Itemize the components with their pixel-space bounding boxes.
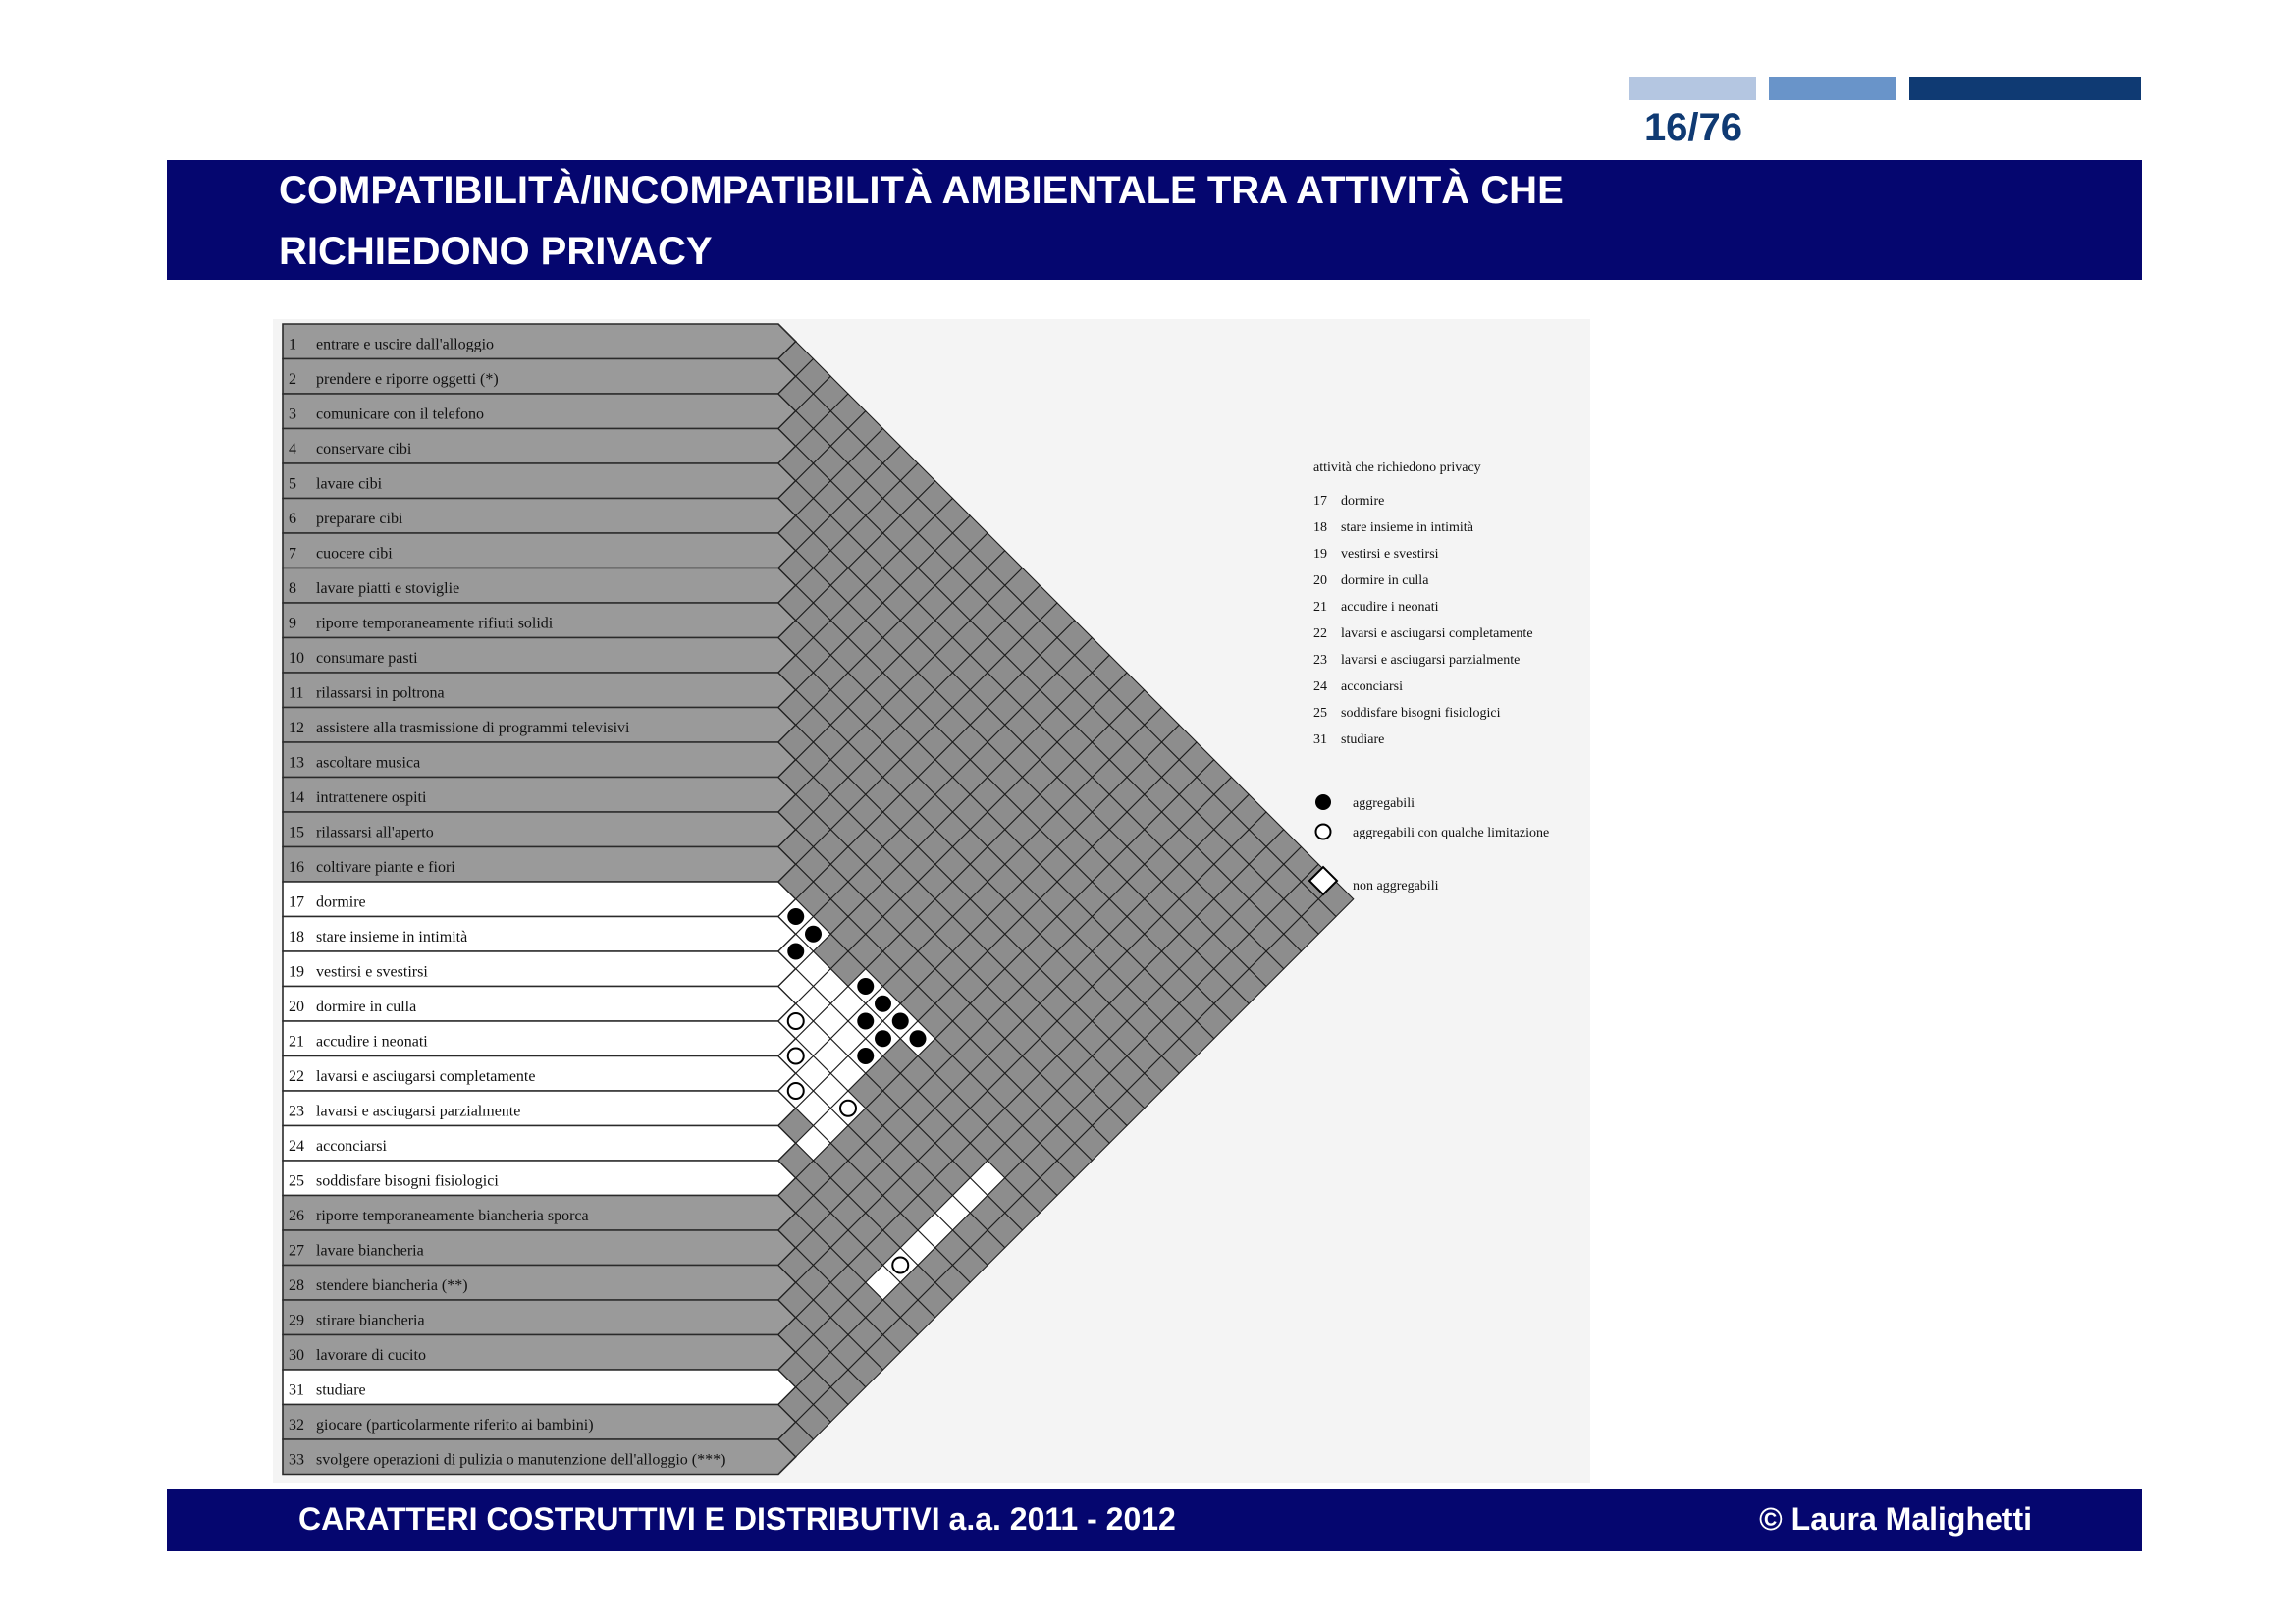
activity-row — [283, 394, 796, 429]
legend-item-label: dormire — [1341, 494, 1385, 509]
activity-label: dormire in culla — [316, 999, 417, 1015]
activity-row — [283, 1230, 796, 1266]
activity-label: vestirsi e svestirsi — [316, 963, 428, 981]
activity-row — [283, 951, 796, 987]
legend-item-number: 17 — [1313, 494, 1327, 509]
activity-label: riporre temporaneamente biancheria sporca — [316, 1208, 589, 1224]
activity-number: 1 — [289, 336, 296, 353]
activity-label: lavare cibi — [316, 475, 383, 493]
activity-label: coltivare piante e fiori — [316, 859, 455, 876]
activity-label: soddisfare bisogni fisiologici — [316, 1172, 499, 1190]
activity-label: rilassarsi all'aperto — [316, 824, 434, 841]
activity-number: 13 — [289, 754, 304, 772]
legend-item-label: accudire i neonati — [1341, 600, 1439, 615]
activity-row — [283, 1196, 796, 1231]
activity-number: 14 — [289, 789, 304, 806]
activity-row — [283, 917, 796, 952]
activity-label: dormire — [316, 893, 366, 911]
activity-label: lavare piatti e stoviglie — [316, 580, 460, 597]
activity-number: 6 — [289, 511, 296, 527]
legend-item-number: 25 — [1313, 706, 1327, 721]
legend-symbol-label: aggregabili — [1353, 796, 1415, 811]
activity-label: consumare pasti — [316, 650, 418, 667]
legend-item-number: 20 — [1313, 573, 1327, 588]
activity-number: 32 — [289, 1417, 304, 1434]
activity-number: 11 — [289, 684, 304, 702]
activity-number: 18 — [289, 929, 304, 946]
activity-row — [283, 533, 796, 568]
compatibility-matrix-figure — [273, 319, 1590, 1483]
activity-rows — [283, 324, 796, 1475]
activity-label: svolgere operazioni di pulizia o manutenzione dell'alloggio (***) — [316, 1451, 726, 1469]
open-circle-icon — [1316, 825, 1331, 839]
progress-bar-medium — [1769, 77, 1896, 100]
activity-row — [283, 847, 796, 883]
activity-row — [283, 429, 796, 464]
legend-item-label: lavarsi e asciugarsi parzialmente — [1341, 653, 1521, 668]
activity-row — [283, 778, 796, 813]
activity-row — [283, 1370, 796, 1405]
activity-row — [283, 673, 796, 708]
activity-number: 24 — [289, 1138, 304, 1155]
limitazione-mark — [788, 1013, 804, 1029]
activity-label: accudire i neonati — [316, 1033, 428, 1051]
activity-row — [283, 603, 796, 638]
activity-label: lavare biancheria — [316, 1242, 424, 1260]
aggregabile-mark — [805, 926, 822, 943]
activity-number: 2 — [289, 371, 296, 388]
legend-title: attività che richiedono privacy — [1313, 460, 1481, 475]
activity-label: preparare cibi — [316, 511, 403, 527]
activity-number: 30 — [289, 1347, 304, 1364]
activity-row — [283, 499, 796, 534]
activity-number: 17 — [289, 893, 304, 911]
activity-number: 29 — [289, 1312, 304, 1329]
aggregabile-mark — [857, 1013, 874, 1030]
activity-number: 22 — [289, 1068, 304, 1085]
activity-number: 7 — [289, 545, 296, 563]
progress-bar-light — [1629, 77, 1756, 100]
activity-label: cuocere cibi — [316, 545, 393, 563]
footer-band — [167, 1489, 2142, 1551]
aggregabile-mark — [875, 996, 891, 1012]
aggregabile-mark — [857, 1048, 874, 1064]
activity-number: 16 — [289, 859, 304, 876]
page-number: 16/76 — [1643, 106, 1743, 149]
activity-number: 4 — [289, 441, 296, 458]
legend-item-label: acconciarsi — [1341, 679, 1403, 694]
activity-label: stirare biancheria — [316, 1312, 425, 1329]
activity-row — [283, 812, 796, 847]
aggregabile-mark — [857, 978, 874, 995]
activity-number: 10 — [289, 650, 304, 667]
activity-label: lavarsi e asciugarsi parzialmente — [316, 1103, 521, 1120]
activity-label: comunicare con il telefono — [316, 406, 485, 423]
activity-label: entrare e uscire dall'alloggio — [316, 336, 495, 353]
activity-number: 27 — [289, 1242, 304, 1260]
activity-number: 8 — [289, 580, 296, 597]
activity-label: studiare — [316, 1381, 366, 1399]
activity-row — [283, 1439, 796, 1475]
activity-number: 33 — [289, 1451, 304, 1469]
activity-row — [283, 708, 796, 743]
activity-label: riporre temporaneamente rifiuti solidi — [316, 615, 554, 632]
activity-number: 25 — [289, 1172, 304, 1190]
activity-number: 15 — [289, 824, 304, 841]
activity-row — [283, 1300, 796, 1335]
limitazione-mark — [788, 1049, 804, 1064]
legend-item-label: dormire in culla — [1341, 573, 1429, 588]
activity-number: 23 — [289, 1103, 304, 1120]
activity-number: 9 — [289, 615, 296, 632]
footer-course: CARATTERI COSTRUTTIVI E DISTRIBUTIVI a.a. 2011 - 2012 — [298, 1501, 1176, 1537]
activity-label: stare insieme in intimità — [316, 929, 468, 946]
activity-number: 12 — [289, 720, 304, 736]
activity-number: 28 — [289, 1277, 304, 1294]
activity-label: acconciarsi — [316, 1138, 387, 1155]
limitazione-mark — [840, 1101, 856, 1116]
legend-item-label: stare insieme in intimità — [1341, 520, 1473, 535]
activity-row — [283, 1056, 796, 1092]
activity-row — [283, 1021, 796, 1056]
legend-symbol-label: non aggregabili — [1353, 879, 1439, 893]
aggregabile-mark — [787, 944, 804, 960]
activity-number: 21 — [289, 1033, 304, 1051]
legend-item-number: 23 — [1313, 653, 1327, 668]
activity-number: 31 — [289, 1381, 304, 1399]
activity-row — [283, 1266, 796, 1301]
activity-label: intrattenere ospiti — [316, 789, 427, 806]
legend-item-label: lavarsi e asciugarsi completamente — [1341, 626, 1533, 641]
aggregabile-mark — [910, 1030, 927, 1047]
aggregabile-mark — [875, 1030, 891, 1047]
activity-row — [283, 987, 796, 1022]
filled-circle-icon — [1315, 794, 1331, 810]
activity-row — [283, 882, 796, 917]
activity-row — [283, 742, 796, 778]
slide-title — [279, 160, 1889, 282]
legend-item-number: 24 — [1313, 679, 1327, 694]
slide-title-line-2: RICHIEDONO PRIVACY — [279, 230, 713, 273]
activity-label: stendere biancheria (**) — [316, 1277, 468, 1294]
activity-row — [283, 638, 796, 674]
aggregabile-mark — [892, 1013, 909, 1030]
legend-item-number: 22 — [1313, 626, 1327, 641]
legend-symbol-label: aggregabili con qualche limitazione — [1353, 826, 1550, 840]
activity-row — [283, 324, 796, 359]
activity-row — [283, 1405, 796, 1440]
limitazione-mark — [788, 1083, 804, 1099]
activity-row — [283, 1126, 796, 1162]
activity-number: 26 — [289, 1208, 304, 1224]
activity-row — [283, 1335, 796, 1371]
activity-row — [283, 359, 796, 395]
activity-row — [283, 463, 796, 499]
activity-label: conservare cibi — [316, 441, 412, 458]
activity-number: 5 — [289, 475, 296, 493]
progress-bar-dark — [1909, 77, 2141, 100]
legend-item-number: 31 — [1313, 732, 1327, 747]
activity-number: 19 — [289, 963, 304, 981]
legend-item-label: soddisfare bisogni fisiologici — [1341, 706, 1501, 721]
footer-author: © Laura Malighetti — [1759, 1501, 2032, 1537]
aggregabile-mark — [787, 908, 804, 925]
activity-label: lavorare di cucito — [316, 1347, 426, 1364]
legend-item-number: 21 — [1313, 600, 1327, 615]
legend-item-number: 19 — [1313, 547, 1327, 562]
activity-number: 20 — [289, 999, 304, 1015]
activity-label: lavarsi e asciugarsi completamente — [316, 1068, 536, 1085]
activity-label: prendere e riporre oggetti (*) — [316, 371, 499, 388]
activity-label: ascoltare musica — [316, 754, 421, 772]
activity-number: 3 — [289, 406, 296, 423]
title-band — [167, 160, 2142, 280]
legend-item-label: vestirsi e svestirsi — [1341, 547, 1439, 562]
activity-row — [283, 568, 796, 604]
activity-label: assistere alla trasmissione di programmi televisivi — [316, 720, 630, 736]
activity-label: giocare (particolarmente riferito ai bambini) — [316, 1417, 594, 1434]
legend-item-label: studiare — [1341, 732, 1385, 747]
activity-row — [283, 1091, 796, 1126]
limitazione-mark — [892, 1258, 908, 1273]
activity-row — [283, 1161, 796, 1196]
legend-item-number: 18 — [1313, 520, 1327, 535]
slide-title-line-1: COMPATIBILITÀ/INCOMPATIBILITÀ AMBIENTALE TRA ATTIVITÀ CHE — [279, 169, 1564, 212]
activity-label: rilassarsi in poltrona — [316, 684, 445, 702]
